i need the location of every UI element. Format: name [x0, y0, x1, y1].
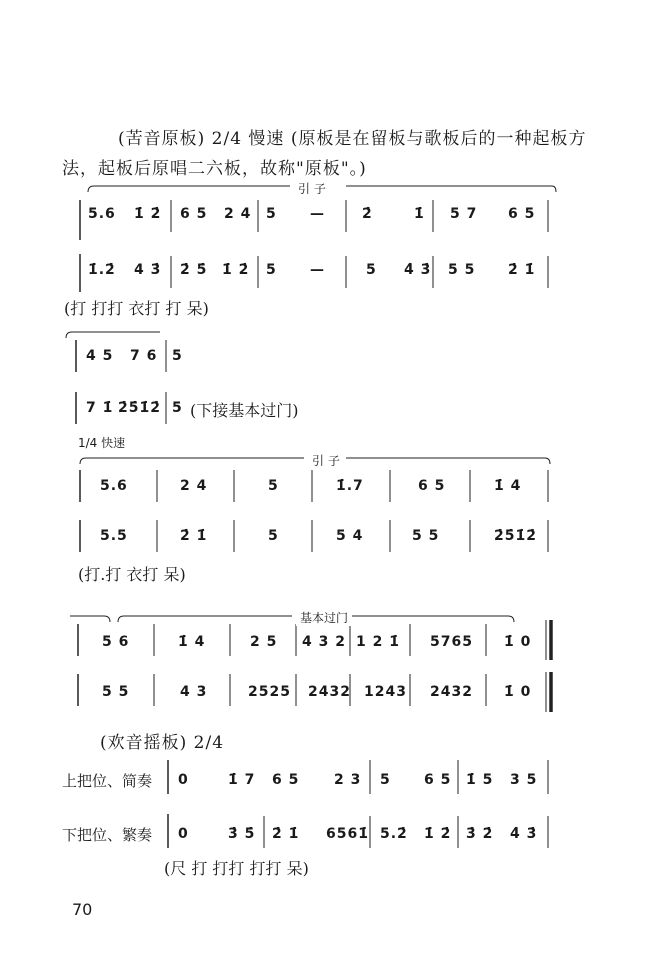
s1-r2-n0: 1̇.2̇: [88, 262, 116, 278]
s5-r1-n6: 1̇ 5: [466, 772, 494, 788]
s1-r2-n6: 5: [366, 262, 377, 278]
s5-r2-n7: 4̇ 3̇: [510, 826, 538, 842]
s4-r1-n5: 5765: [430, 634, 473, 650]
s4-r1-n6: 1̇ 0: [504, 634, 532, 650]
s1-r2-n1: 4 3̇: [134, 262, 162, 278]
s1-r2-n5: —: [310, 262, 325, 278]
s3-r1-n4: 6 5: [418, 478, 446, 494]
section5-part2-label: 下把位、繁奏: [62, 826, 153, 844]
s5-r2-n0: 0: [178, 826, 189, 842]
section5-heading: (欢音摇板) 2/4: [100, 733, 225, 753]
s1-r1-n3: 2 4: [224, 206, 252, 222]
s4-r1-n0: 5 6: [102, 634, 130, 650]
s4-r2-n6: 1̇ 0: [504, 684, 532, 700]
s5-r1-n4: 5: [380, 772, 391, 788]
s5-r2-n5: 1̇ 2̇: [424, 826, 452, 842]
s1-r1-n2: 6 5: [180, 206, 208, 222]
s2-r1-n1: 7 6: [130, 348, 158, 364]
s5-r2-n2: 2̇ 1̇: [272, 826, 300, 842]
s5-r1-n1: 1̇ 7: [228, 772, 256, 788]
s3-r1-n2: 5: [268, 478, 279, 494]
s1-r1-n6: 2̇: [362, 206, 373, 222]
s3-r2-n0: 5.5: [100, 528, 128, 544]
s1-r1-n9: 6 5: [508, 206, 536, 222]
s5-r2-n4: 5.2̇: [380, 826, 408, 842]
s3-r2-n2: 5: [268, 528, 279, 544]
s4-r2-n4: 1243: [364, 684, 407, 700]
s2-r2-n1: 2̇5̇1̇2̇: [118, 400, 161, 416]
section2-note: (下接基本过门): [190, 401, 299, 420]
s3-r2-n5: 2̇5̇1̇2̇: [494, 528, 537, 544]
s4-r1-n1: 1̇ 4: [178, 634, 206, 650]
s1-r1-n7: 1̇: [414, 206, 425, 222]
s4-r2-n2: 2525: [248, 684, 291, 700]
s3-r2-n3: 5 4: [336, 528, 364, 544]
s4-r2-n0: 5 5: [102, 684, 130, 700]
section5-part1-label: 上把位、简奏: [62, 772, 153, 790]
s4-r1-n3: 4 3 2: [302, 634, 346, 650]
s4-r2-n1: 4 3: [180, 684, 208, 700]
s5-r1-n7: 3 5: [510, 772, 538, 788]
s1-r1-n8: 5 7: [450, 206, 478, 222]
s1-r1-n4: 5: [266, 206, 277, 222]
s5-r1-n2: 6 5: [272, 772, 300, 788]
section5-dialogue: (尺 打 打打 打打 呆): [164, 859, 309, 878]
s1-r2-n2: 2̇ 5̇: [180, 262, 208, 278]
s3-r1-n3: 1̇.7: [336, 478, 364, 494]
s1-r1-n1: 1̇ 2̇: [134, 206, 162, 222]
s5-r1-n0: 0: [178, 772, 189, 788]
section1-heading-line1: (苦音原板) 2/4 慢速 (原板是在留板与歌板后的一种起板方: [118, 129, 587, 149]
s4-r2-n3: 2432: [308, 684, 351, 700]
s5-r2-n3: 6561̇: [326, 826, 369, 842]
s2-r1-n0: 4 5: [86, 348, 114, 364]
s4-r1-n4: 1 2 1̇: [356, 634, 400, 650]
section1-dialogue: (打 打打 衣打 打 呆): [64, 299, 209, 318]
s1-r1-n5: —: [310, 206, 325, 222]
s5-r1-n5: 6 5: [424, 772, 452, 788]
section3-dialogue: (打.打 衣打 呆): [78, 565, 186, 584]
s5-r1-n3: 2 3: [334, 772, 362, 788]
s3-r1-n1: 2 4: [180, 478, 208, 494]
section1-heading-line2: 法，起板后原唱二六板，故称"原板"。): [62, 159, 367, 179]
s3-r2-n1: 2̇ 1̇: [180, 528, 208, 544]
s4-r1-n2: 2 5: [250, 634, 278, 650]
s5-r2-n1: 3̇ 5̇: [228, 826, 256, 842]
s3-r1-n5: 1̇ 4: [494, 478, 522, 494]
s2-r2-n2: 5: [172, 400, 183, 416]
s1-r2-n7: 4̇ 3̇: [404, 262, 432, 278]
s1-r2-n8: 5 5: [448, 262, 476, 278]
s2-r2-n0: 7 1̇: [86, 400, 114, 416]
s1-r1-n0: 5.6: [88, 206, 116, 222]
s1-r2-n4: 5: [266, 262, 277, 278]
section4-label: 基本过门: [296, 609, 352, 626]
s3-r1-n0: 5.6: [100, 478, 128, 494]
section1-yinzi-label: 引 子: [294, 180, 330, 197]
s1-r2-n3: 1̇ 2̇: [222, 262, 250, 278]
s3-r2-n4: 5 5: [412, 528, 440, 544]
page-number: 70: [72, 900, 93, 919]
s4-r2-n5: 2432: [430, 684, 473, 700]
section3-tempo: 1/4 快速: [78, 436, 126, 450]
s1-r2-n9: 2̇ 1̇: [508, 262, 536, 278]
s2-r1-n2: 5: [172, 348, 183, 364]
s5-r2-n6: 3̇ 2̇: [466, 826, 494, 842]
section3-yinzi-label: 引 子: [308, 452, 344, 469]
